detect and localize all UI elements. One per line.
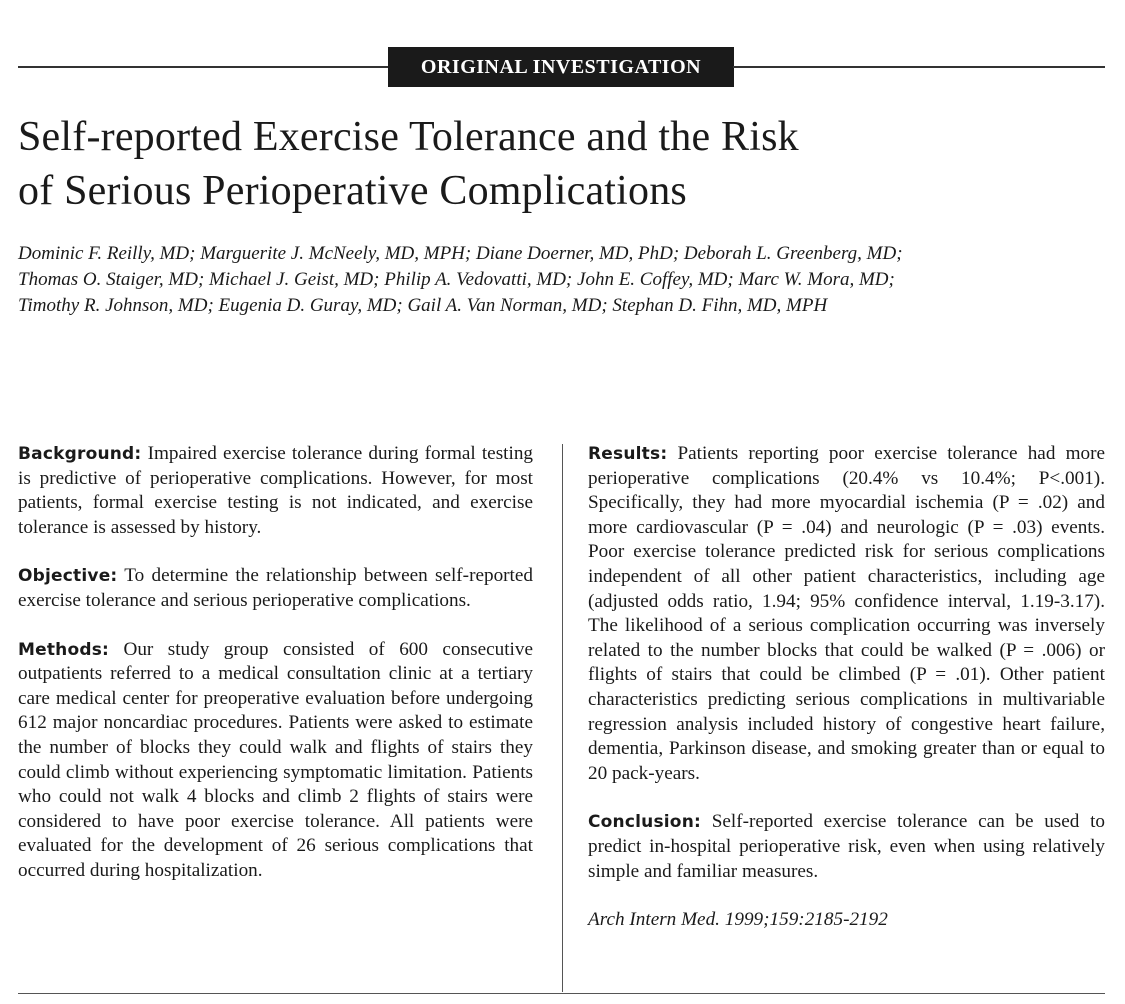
journal-citation: Arch Intern Med. 1999;159:2185-2192: [588, 909, 888, 931]
background-text: Impaired exercise tolerance during formal testing is predictive of perioperative complications. However, for most patients, formal exercise testing is not indicated, and exercise tolerance is assessed by history.: [18, 443, 534, 538]
conclusion-section: [588, 810, 1105, 884]
title-line-1: Self-reported Exercise Tolerance and the Risk: [18, 114, 799, 160]
header-rule-left: [18, 66, 390, 68]
section-banner: ORIGINAL INVESTIGATION: [388, 47, 734, 87]
objective-section: [18, 564, 533, 613]
abstract-column-left: [18, 442, 533, 908]
results-text: Patients reporting poor exercise tolerance had more perioperative complications (20.4% vs 10.4%; P<.001). Specifically, they had more myocardial ischemia (P = .02) and more cardiovascular (P = .04) and neurologic (P = .03) events. Poor exercise tolerance predicted risk for serious complications independent of all other patient characteristics, including age (adjusted odds ratio, 1.94; 95% confidence interval, 1.19-3.17). The likelihood of a serious complication occurring was inversely related to the number blocks that could be walked (P = .006) or flights of stairs that could be climbed (P = .01). Other patient characteristics predicting serious complications in multivariable regression analysis included history of congestive heart failure, dementia, Parkinson disease, and smoking greater than or equal to 20 pack-years.: [588, 443, 1106, 784]
author-list: [18, 241, 1098, 319]
objective-text: To determine the relationship between self-reported exercise tolerance and serious perioperative complications.: [18, 565, 533, 611]
background-section: [18, 442, 533, 540]
authors-line-3: Timothy R. Johnson, MD; Eugenia D. Guray, MD; Gail A. Van Norman, MD; Stephan D. Fihn, MD, MPH: [18, 295, 828, 316]
objective-heading: Objective:: [18, 566, 118, 587]
column-divider: [562, 444, 563, 992]
title-line-2: of Serious Perioperative Complications: [18, 168, 687, 214]
conclusion-text: Self-reported exercise tolerance can be used to predict in-hospital perioperative risk, even when using relatively simple and familiar measures.: [588, 811, 1105, 882]
authors-line-2: Thomas O. Staiger, MD; Michael J. Geist, MD; Philip A. Vedovatti, MD; John E. Coffey, MD; Marc W. Mora, MD;: [18, 269, 895, 290]
article-title: [18, 110, 1018, 218]
methods-heading: Methods:: [18, 639, 110, 660]
results-heading: Results:: [588, 444, 668, 464]
conclusion-heading: Conclusion:: [588, 812, 701, 833]
background-heading: Background:: [18, 444, 142, 464]
header-rule-right: [733, 66, 1105, 68]
abstract: [18, 442, 1105, 972]
methods-text: Our study group consisted of 600 consecutive outpatients referred to a medical consultation clinic at a tertiary care medical center for preoperative evaluation before undergoing 612 major noncardiac procedures. Patients were asked to estimate the number of blocks they could walk and flights of stairs they could climb without experiencing symptomatic limitation. Patients who could not walk 4 blocks and climb 2 flights of stairs were considered to have poor exercise tolerance. All patients were evaluated for the development of 26 serious complications that occurred during hospitalization.: [18, 638, 533, 881]
authors-line-1: Dominic F. Reilly, MD; Marguerite J. McNeely, MD, MPH; Diane Doerner, MD, PhD; Deborah L. Greenberg, MD;: [18, 243, 903, 264]
footer-rule: [18, 993, 1105, 994]
abstract-column-right: [588, 442, 1105, 957]
results-section: [588, 442, 1105, 786]
methods-section: [18, 638, 533, 884]
